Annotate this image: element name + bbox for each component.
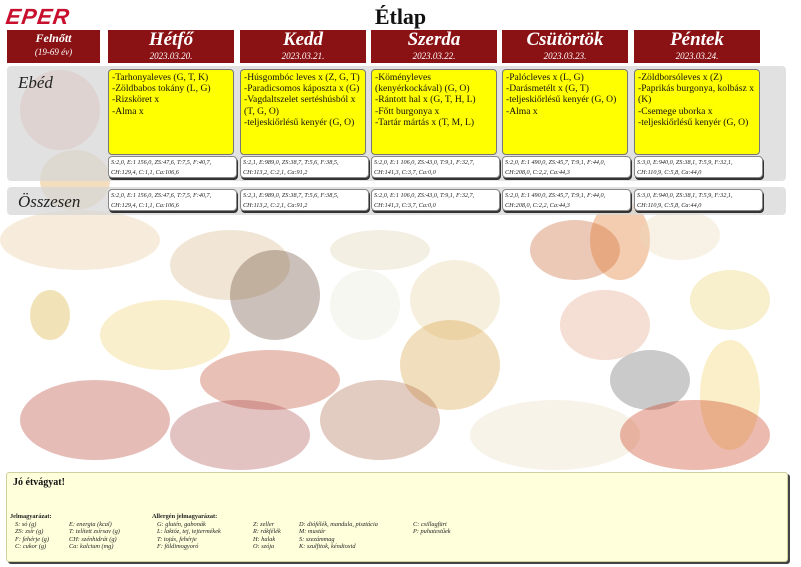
footer-panel [6, 472, 788, 562]
lunch-nutrition-wednesday [371, 156, 500, 178]
allergen-legend [152, 513, 217, 520]
allergen-legend-col-3 [299, 521, 378, 551]
legend-item: P: puhatestűek [413, 528, 451, 536]
meal-friday [634, 69, 760, 155]
lunch-nutrition-thursday [502, 156, 631, 178]
age-group-header [7, 30, 100, 63]
day-date: 2023.03.21. [281, 51, 325, 61]
day-name: Szerda [407, 29, 461, 50]
meal-monday [108, 69, 234, 155]
legend-item: C: cukor (g) [15, 543, 47, 551]
nutrition-line: S:2,1, E:989,0, ZS:38,7, T:5,6, F:38,5, [243, 192, 339, 199]
day-name: Péntek [670, 29, 724, 50]
day-name: Csütörtök [526, 29, 604, 50]
nutrition-line: CH:110,9, C:5,8, Ca:44,0 [637, 201, 702, 209]
day-header-friday [634, 30, 760, 63]
day-header-tuesday [240, 30, 366, 63]
allergen-legend-title: Allergén jelmagyarázat: [152, 513, 218, 520]
legend-item: K: szulfitok, kéndioxid [299, 543, 356, 551]
nutrition-line: CH:113,2, C:2,1, Ca:91,2 [243, 168, 308, 176]
nutrition-line: S:2,0, E:1 106,0, ZS:43,0, T:9,1, F:32,7, [374, 159, 475, 166]
lunch-nutrition-monday [108, 156, 237, 178]
day-header-wednesday [371, 30, 497, 63]
allergen-legend-col-1 [157, 521, 221, 551]
legend-item: T: telített zsírsav (g) [69, 528, 120, 536]
total-nutrition-monday [108, 189, 237, 211]
nutrition-line: CH:141,3, C:3,7, Ca:0,0 [374, 168, 436, 176]
legend-item: H: halak [253, 535, 276, 543]
total-row-label: Összesen [18, 192, 81, 211]
meal-wednesday [371, 69, 497, 155]
legend-item: G: glutén, gabonák [157, 521, 206, 528]
legend-item: R: rákfélék [253, 528, 281, 536]
legend-item: Ca: kalcium (mg) [69, 543, 114, 551]
day-header-thursday [502, 30, 628, 63]
page-title: Étlap [374, 4, 427, 29]
nutrition-line: CH:129,4, C:1,1, Ca:106,6 [111, 201, 179, 209]
lunch-row-label: Ebéd [18, 73, 53, 92]
nutrition-legend-col-1 [15, 521, 49, 551]
legend-item: E: energia (kcal) [69, 521, 112, 528]
legend-item: F: földimogyoró [157, 543, 199, 551]
meal-tuesday [240, 69, 366, 155]
meal-text: -Húsgombóc leves x (Z, G, T) -Paradicsomos káposzta x (G) -Vagdaltszelet sertéshúsból x (T, G, O) -teljeskiőrlésű kenyér (G, O) [244, 72, 360, 128]
total-nutrition-wednesday [371, 189, 500, 211]
legend-item: F: fehérje (g) [15, 535, 49, 543]
total-nutrition-thursday [502, 189, 631, 211]
legend-item: D: diófélék, mandula, pisztácia [299, 521, 378, 528]
nutrition-line: CH:208,0, C:2,2, Ca:44,3 [505, 201, 570, 209]
day-date: 2023.03.24. [675, 51, 719, 61]
nutrition-line: S:3,0, E:940,0, ZS:38,1, T:5,9, F:32,1, [637, 159, 733, 166]
nutrition-line: S:2,1, E:989,0, ZS:38,7, T:5,6, F:38,5, [243, 159, 339, 166]
day-date: 2023.03.20. [149, 51, 193, 61]
day-header-monday [108, 30, 234, 63]
legend-item: Z: zeller [253, 521, 275, 528]
meal-text: -Zöldborsóleves x (Z) -Paprikás burgonya, kolbász x (K) -Csemege uborka x -teljeskiőrlésű kenyér (G, O) [638, 72, 754, 128]
day-date: 2023.03.22. [412, 51, 456, 61]
legend-item: ZS: zsír (g) [15, 528, 44, 536]
day-name: Kedd [282, 29, 324, 50]
total-nutrition-tuesday [240, 189, 369, 211]
legend-item: L: laktóz, tej, tejtermékek [157, 528, 221, 536]
nutrition-line: S:2,0, E:1 490,0, ZS:45,7, T:9,1, F:44,0, [505, 192, 606, 199]
age-group-label: Felnőtt [35, 31, 72, 45]
nutrition-legend-col-2 [69, 521, 120, 551]
nutrition-legend-title: Jelmagyarázat: [10, 513, 52, 520]
nutrition-line: CH:141,3, C:3,7, Ca:0,0 [374, 201, 436, 209]
nutrition-line: S:2,0, E:1 106,0, ZS:43,0, T:9,1, F:32,7, [374, 192, 475, 199]
brand-logo: EPER [4, 4, 72, 29]
nutrition-line: S:2,0, E:1 490,0, ZS:45,7, T:9,1, F:44,0, [505, 159, 606, 166]
legend-item: CH: szénhidrát (g) [69, 535, 117, 543]
nutrition-line: S:2,0, E:1 156,0, ZS:47,6, T:7,5, F:40,7, [111, 192, 212, 199]
nutrition-line: CH:110,9, C:5,8, Ca:44,0 [637, 168, 702, 176]
nutrition-line: S:3,0, E:940,0, ZS:38,1, T:5,9, F:32,1, [637, 192, 733, 199]
allergen-legend-col-2 [253, 521, 281, 551]
meal-thursday [502, 69, 628, 155]
total-nutrition-friday [634, 189, 763, 211]
nutrition-line: CH:113,2, C:2,1, Ca:91,2 [243, 201, 308, 209]
nutrition-line: CH:129,4, C:1,1, Ca:106,6 [111, 168, 179, 176]
nutrition-legend [10, 513, 52, 520]
lunch-nutrition-friday [634, 156, 763, 178]
meal-text: -Tarhonyaleves (G, T, K) -Zöldbabos tokány (L, G) -Rizsköret x -Alma x [112, 72, 211, 117]
legend-item: S: só (g) [15, 521, 37, 528]
meal-text: -Köményleves (kenyérkockával) (G, O) -Rántott hal x (G, T, H, L) -Főtt burgonya x -Tartár mártás x (T, M, L) [375, 72, 476, 128]
legend-item: S: szezámmag [299, 535, 335, 543]
day-date: 2023.03.23. [543, 51, 587, 61]
legend-item: M: mustár [299, 528, 326, 536]
lunch-nutrition-tuesday [240, 156, 369, 178]
age-group-range: (19-69 év) [34, 47, 73, 57]
legend-item: T: tojás, fehérje [157, 535, 197, 543]
legend-item: C: csillagfürt [413, 521, 447, 528]
nutrition-line: S:2,0, E:1 156,0, ZS:47,6, T:7,5, F:40,7, [111, 159, 212, 166]
allergen-legend-col-4 [413, 521, 451, 536]
legend-item: O: szója [253, 543, 275, 551]
day-name: Hétfő [148, 29, 194, 50]
meal-text: -Palócleves x (L, G) -Darásmetélt x (G, T) -teljeskiőrlésű kenyér (G, O) -Alma x [506, 72, 617, 117]
nutrition-line: CH:208,0, C:2,2, Ca:44,3 [505, 168, 570, 176]
greeting: Jó étvágyat! [13, 477, 65, 488]
